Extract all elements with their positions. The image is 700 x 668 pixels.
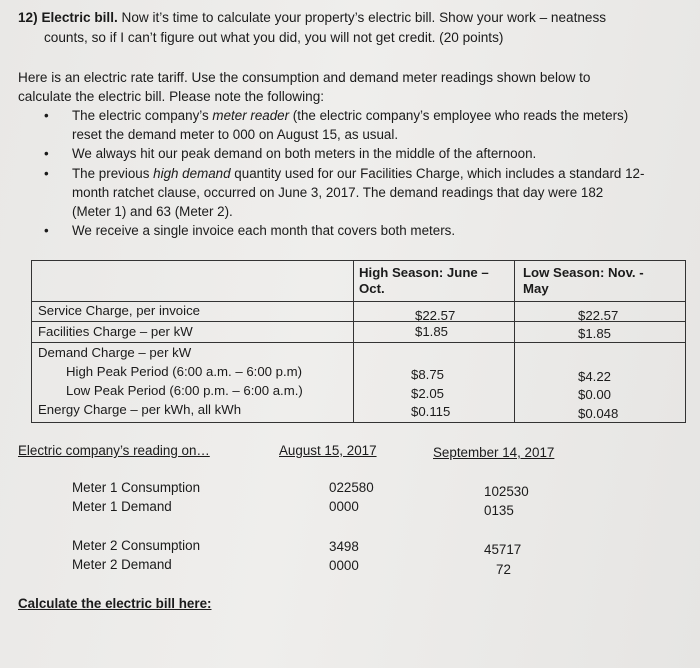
question-text-line-1: Now it’s time to calculate your property’s electric bill. Show your work – neatness xyxy=(117,10,607,25)
intro-paragraph xyxy=(18,68,678,106)
low-season-value: $22.57 xyxy=(578,308,619,323)
notes-list xyxy=(18,106,690,240)
row-divider xyxy=(32,301,685,302)
reading-date-1: August 15, 2017 xyxy=(279,443,377,458)
meter-reading-value-2: 102530 xyxy=(484,484,529,499)
high-season-value: $8.75 xyxy=(411,367,445,382)
high-season-header-line-1: High Season: June – xyxy=(359,265,489,280)
note-3-emphasis: high demand xyxy=(153,165,231,181)
question-line-1 xyxy=(18,8,690,28)
note-1-line-2: reset the demand meter to 000 on August 15, as usual. xyxy=(72,127,399,143)
question-header xyxy=(18,8,690,48)
low-season-header-line-1: Low Season: Nov. - xyxy=(523,265,644,280)
high-season-header xyxy=(359,265,489,297)
low-season-value: $1.85 xyxy=(578,326,612,341)
high-season-header-line-2: Oct. xyxy=(359,281,385,296)
note-2-text: We always hit our peak demand on both meters in the middle of the afternoon. xyxy=(72,146,537,162)
intro-line-1: Here is an electric rate tariff. Use the consumption and demand meter readings shown below to xyxy=(18,70,591,85)
row-label: Demand Charge – per kW xyxy=(38,345,192,360)
bullet: • xyxy=(44,146,49,162)
row-label: Energy Charge – per kWh, all kWh xyxy=(38,402,242,417)
low-season-header xyxy=(523,265,644,297)
note-3-line-3: (Meter 1) and 63 (Meter 2). xyxy=(72,204,233,220)
note-item xyxy=(18,144,690,163)
bullet: • xyxy=(44,223,49,239)
note-3-text-a: The previous xyxy=(72,165,154,181)
note-item xyxy=(18,106,690,144)
meter-reading-value-1: 022580 xyxy=(329,480,374,495)
low-season-value: $0.00 xyxy=(578,387,612,402)
low-season-value: $0.048 xyxy=(578,406,619,421)
row-label: Facilities Charge – per kW xyxy=(38,324,193,339)
note-1-text-b: (the electric company’s employee who reads the meters) xyxy=(289,108,629,123)
meter-reading-value-1: 0000 xyxy=(329,558,359,573)
note-item xyxy=(18,164,690,222)
low-season-value: $4.22 xyxy=(578,369,612,384)
bullet: • xyxy=(44,108,49,123)
note-3-line-2: month ratchet clause, occurred on June 3, 2017. The demand readings that day were 182 xyxy=(72,184,604,200)
row-label: Low Peak Period (6:00 p.m. – 6:00 a.m.) xyxy=(66,383,303,398)
high-season-value: $1.85 xyxy=(415,324,449,339)
question-number: 12) xyxy=(18,10,38,25)
meter-row-label: Meter 1 Consumption xyxy=(72,480,201,495)
note-4-text: We receive a single invoice each month that covers both meters. xyxy=(72,223,456,239)
reading-date-2: September 14, 2017 xyxy=(433,445,555,460)
note-1-emphasis: meter reader xyxy=(212,108,290,123)
calculate-label: Calculate the electric bill here: xyxy=(18,596,212,611)
meter-reading-value-2: 0135 xyxy=(484,503,514,518)
row-label: Service Charge, per invoice xyxy=(38,303,200,318)
meter-row-label: Meter 2 Demand xyxy=(72,557,172,572)
high-season-value: $22.57 xyxy=(415,308,456,323)
meter-row-label: Meter 1 Demand xyxy=(72,499,172,514)
readings-heading: Electric company’s reading on… xyxy=(18,443,210,458)
note-3-text-b: quantity used for our Facilities Charge, which includes a standard 12- xyxy=(230,165,645,181)
note-item xyxy=(18,221,690,240)
meter-row-label: Meter 2 Consumption xyxy=(72,538,201,553)
question-line-2: counts, so if I can’t figure out what you did, you will not get credit. (20 points) xyxy=(44,30,504,45)
row-divider xyxy=(32,342,685,343)
low-season-header-line-2: May xyxy=(523,281,549,296)
high-season-value: $0.115 xyxy=(411,404,451,419)
intro-line-2: calculate the electric bill. Please note the following: xyxy=(18,89,325,104)
question-title: Electric bill. xyxy=(41,10,118,25)
meter-reading-value-2: 45717 xyxy=(484,542,522,557)
row-label: High Peak Period (6:00 a.m. – 6:00 p.m) xyxy=(66,364,303,379)
tariff-table xyxy=(31,260,686,423)
high-season-value: $2.05 xyxy=(411,386,445,401)
meter-reading-value-2: 72 xyxy=(496,562,511,577)
meter-reading-value-1: 3498 xyxy=(329,539,359,554)
note-1-text-a: The electric company’s xyxy=(72,108,213,123)
bullet: • xyxy=(44,165,49,181)
meter-reading-value-1: 0000 xyxy=(329,499,359,514)
